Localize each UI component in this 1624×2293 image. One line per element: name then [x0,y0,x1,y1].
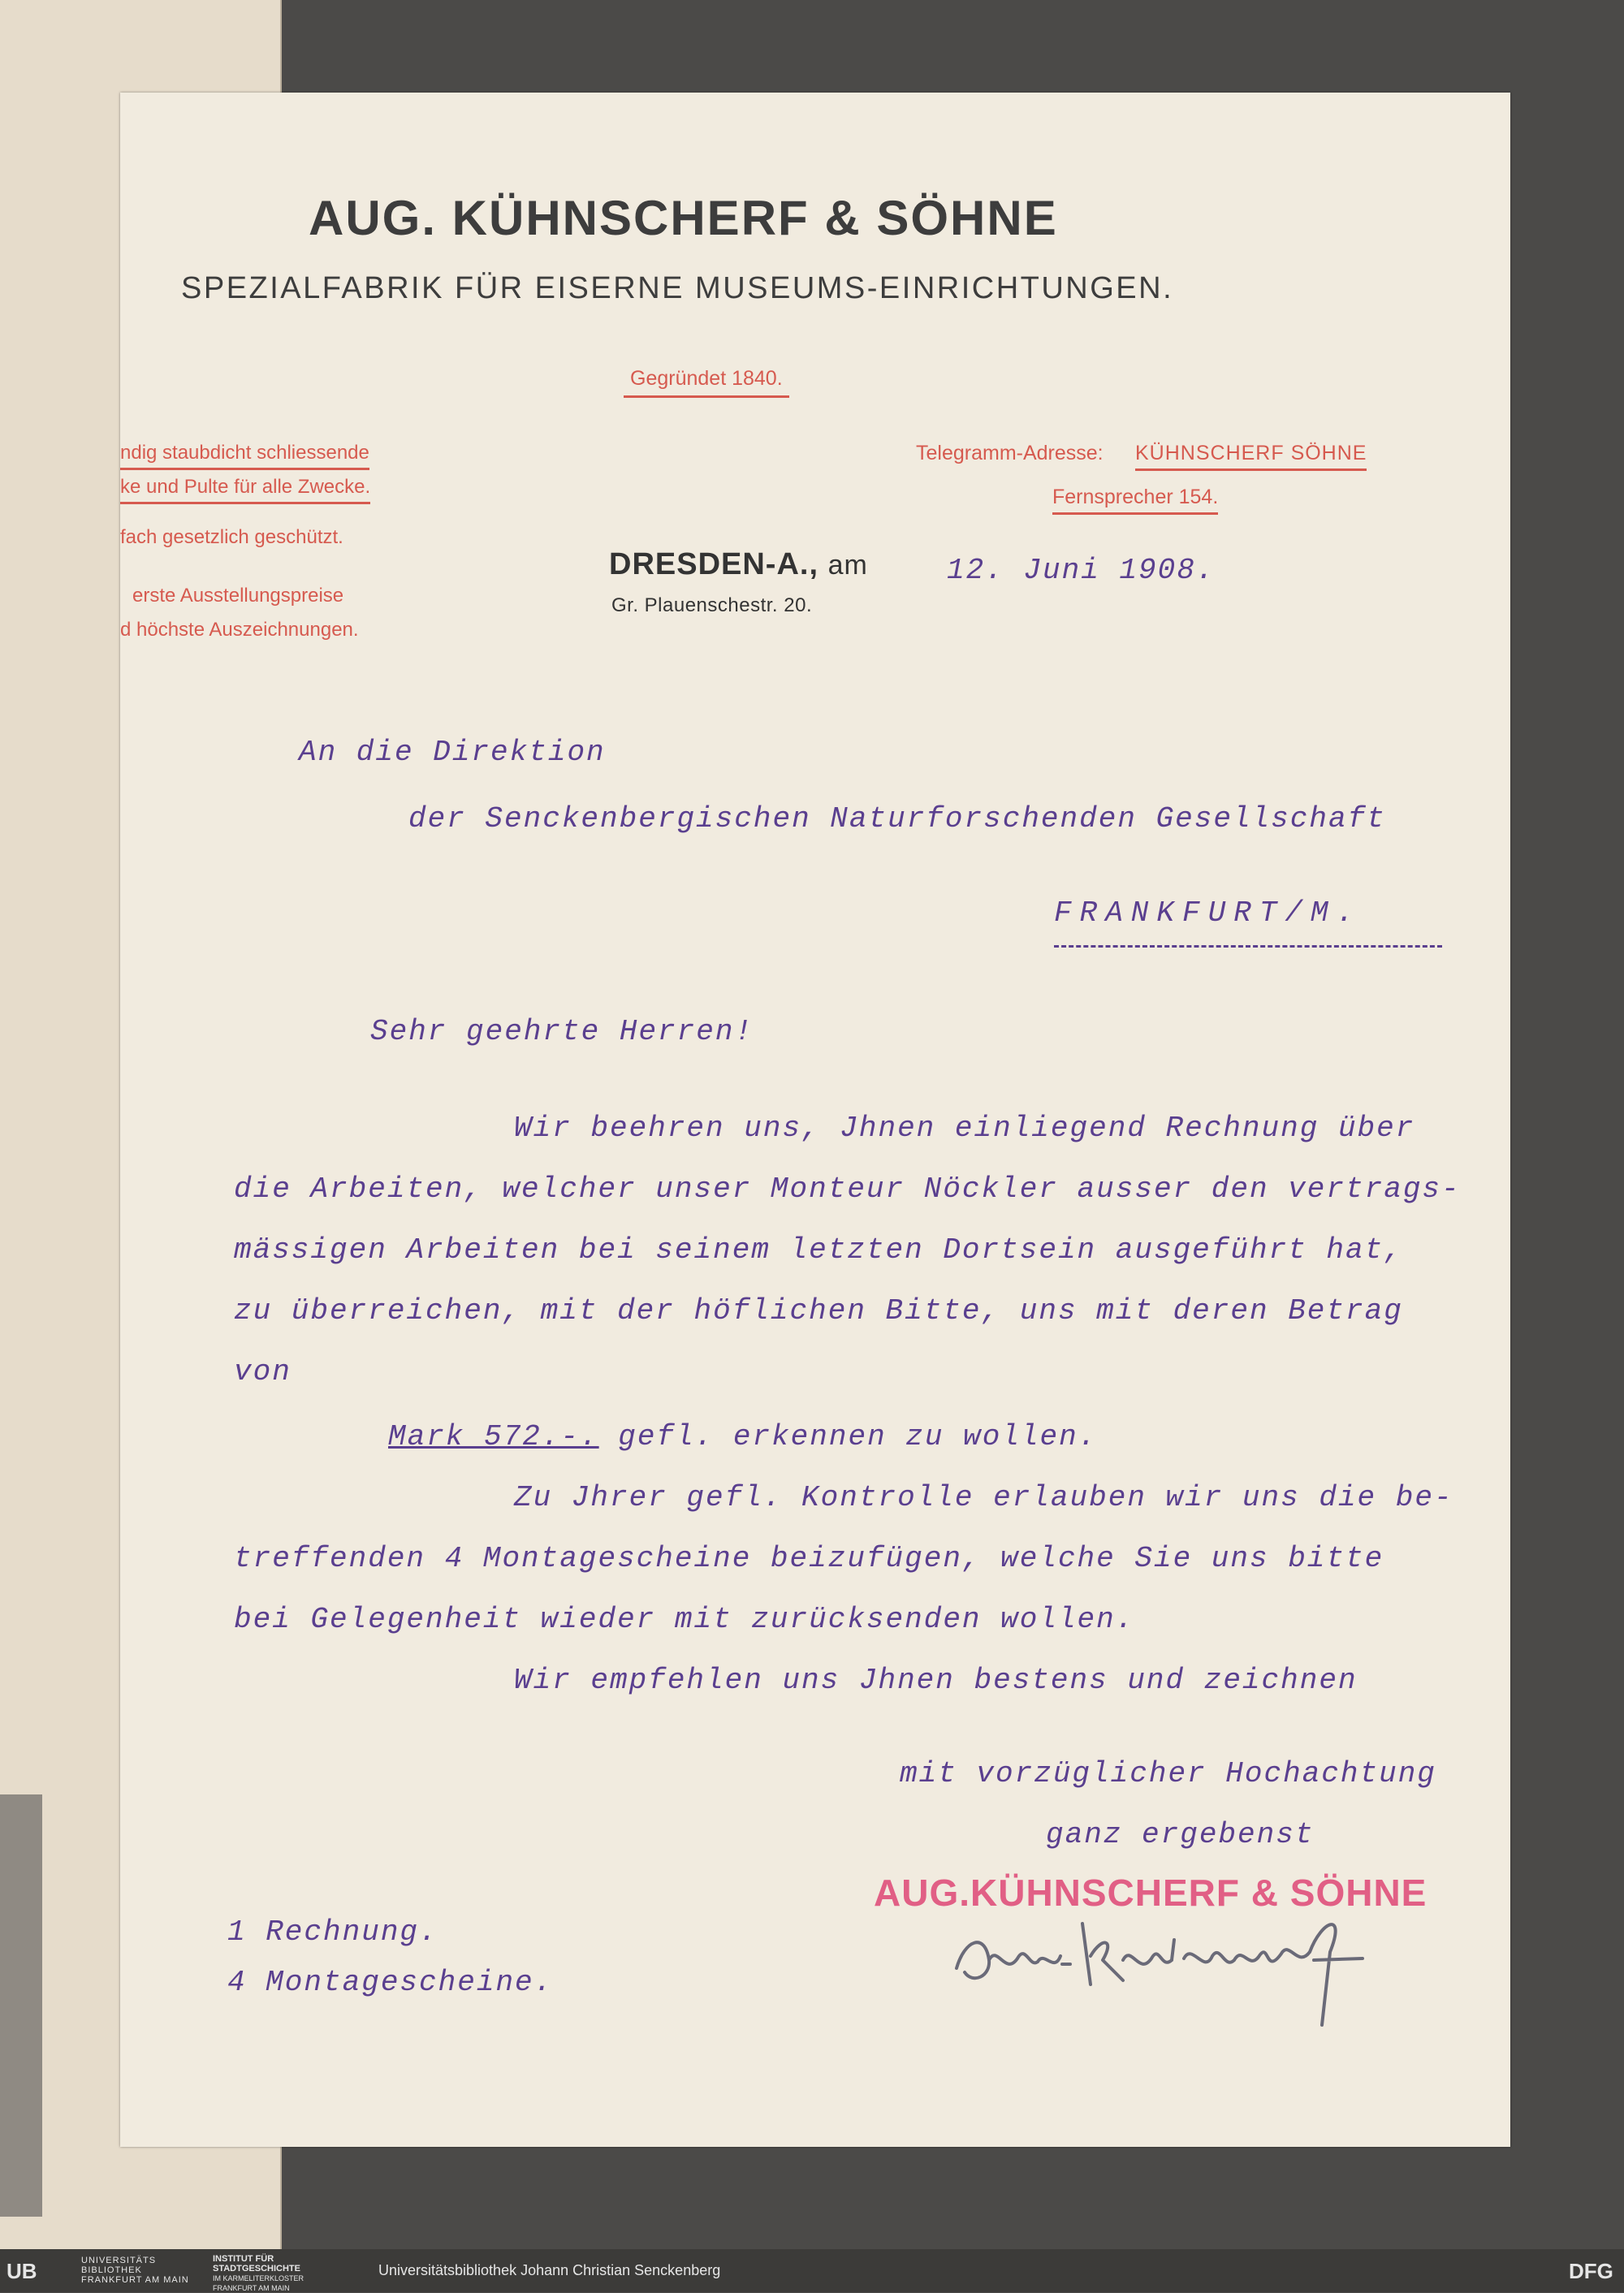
inst-text-line-3: IM KARMELITERKLOSTER [213,2274,304,2282]
founded-line: Gegründet 1840. [624,367,789,398]
amount-rest: gefl. erkennen zu wollen. [618,1420,1098,1453]
enclosure-2: 4 Montagescheine. [227,1966,554,1999]
recipient-city: FRANKFURT/M. [1054,896,1363,930]
amount-line [388,1420,1097,1453]
company-stamp: AUG.KÜHNSCHERF & SÖHNE [874,1872,1427,1914]
phone-number: Fernsprecher 154. [1052,486,1218,515]
telegram-address: KÜHNSCHERF SÖHNE [1135,442,1367,471]
recipient-city-underline [1054,945,1442,948]
library-name: Universitätsbibliothek Johann Christian Senckenberg [378,2262,721,2278]
closing-line-2: ganz ergebenst [1046,1818,1315,1851]
letter-sheet [120,93,1510,2147]
handwritten-signature [940,1863,1395,2041]
dfg-logo: DFG [1569,2259,1613,2283]
ub-logo: UB [6,2259,37,2283]
telegram-label: Telegramm-Adresse: [916,442,1104,464]
body-line-8: bei Gelegenheit wieder mit zurücksenden wollen. [234,1603,1135,1636]
company-subtitle: SPEZIALFABRIK FÜR EISERNE MUSEUMS-EINRICHTUNGEN. [181,271,1174,305]
recipient-line-2: der Senckenbergischen Naturforschenden Gesellschaft [408,802,1386,836]
city-am: am [827,550,868,581]
note-line-3: fach gesetzlich geschützt. [120,526,343,548]
inst-text-line-1: INSTITUT FÜR [213,2254,274,2264]
city-name: DRESDEN-A., [609,547,819,581]
recipient-line-1: An die Direktion [299,736,606,769]
amount: Mark 572.-. [388,1420,599,1453]
body-line-4: zu überreichen, mit der höflichen Bitte, uns mit deren Betrag [234,1294,1403,1328]
footer-bar [0,2249,1624,2292]
ub-text-line-3: FRANKFURT AM MAIN [81,2275,189,2285]
body-line-2: die Arbeiten, welcher unser Monteur Nöckler ausser den vertrags- [234,1172,1461,1206]
note-line-1: ndig staubdicht schliessende [120,442,369,470]
salutation: Sehr geehrte Herren! [370,1015,754,1048]
ub-text-line-2: BIBLIOTHEK [81,2265,142,2275]
body-line-5: von [234,1355,292,1388]
note-line-4: erste Ausstellungspreise [132,585,344,607]
body-line-9: Wir empfehlen uns Jhnen bestens und zeichnen [514,1664,1358,1697]
body-line-3: mässigen Arbeiten bei seinem letzten Dortsein ausgeführt hat, [234,1233,1403,1267]
letter-date: 12. Juni 1908. [947,554,1216,587]
body-line-6: Zu Jhrer gefl. Kontrolle erlauben wir uns die be- [514,1481,1453,1514]
note-line-2: ke und Pulte für alle Zwecke. [120,476,370,504]
enclosure-1: 1 Rechnung. [227,1915,438,1949]
body-line-1: Wir beehren uns, Jhnen einliegend Rechnung über [514,1112,1415,1145]
note-line-5: d höchste Auszeichnungen. [120,619,359,641]
ub-logo-text [81,2256,189,2285]
company-name: AUG. KÜHNSCHERF & SÖHNE [309,191,1058,245]
inst-text-line-2: STADTGESCHICHTE [213,2264,300,2274]
street-address: Gr. Plauenschestr. 20. [611,594,813,616]
inst-text-line-4: FRANKFURT AM MAIN [213,2284,290,2292]
city [609,547,868,582]
ub-text-line-1: UNIVERSITÄTS [81,2256,157,2265]
binding-strip [0,1794,42,2217]
closing-line-1: mit vorzüglicher Hochachtung [900,1757,1436,1790]
institute-logo-text [213,2254,304,2293]
body-line-7: treffenden 4 Montagescheine beizufügen, welche Sie uns bitte [234,1542,1384,1575]
